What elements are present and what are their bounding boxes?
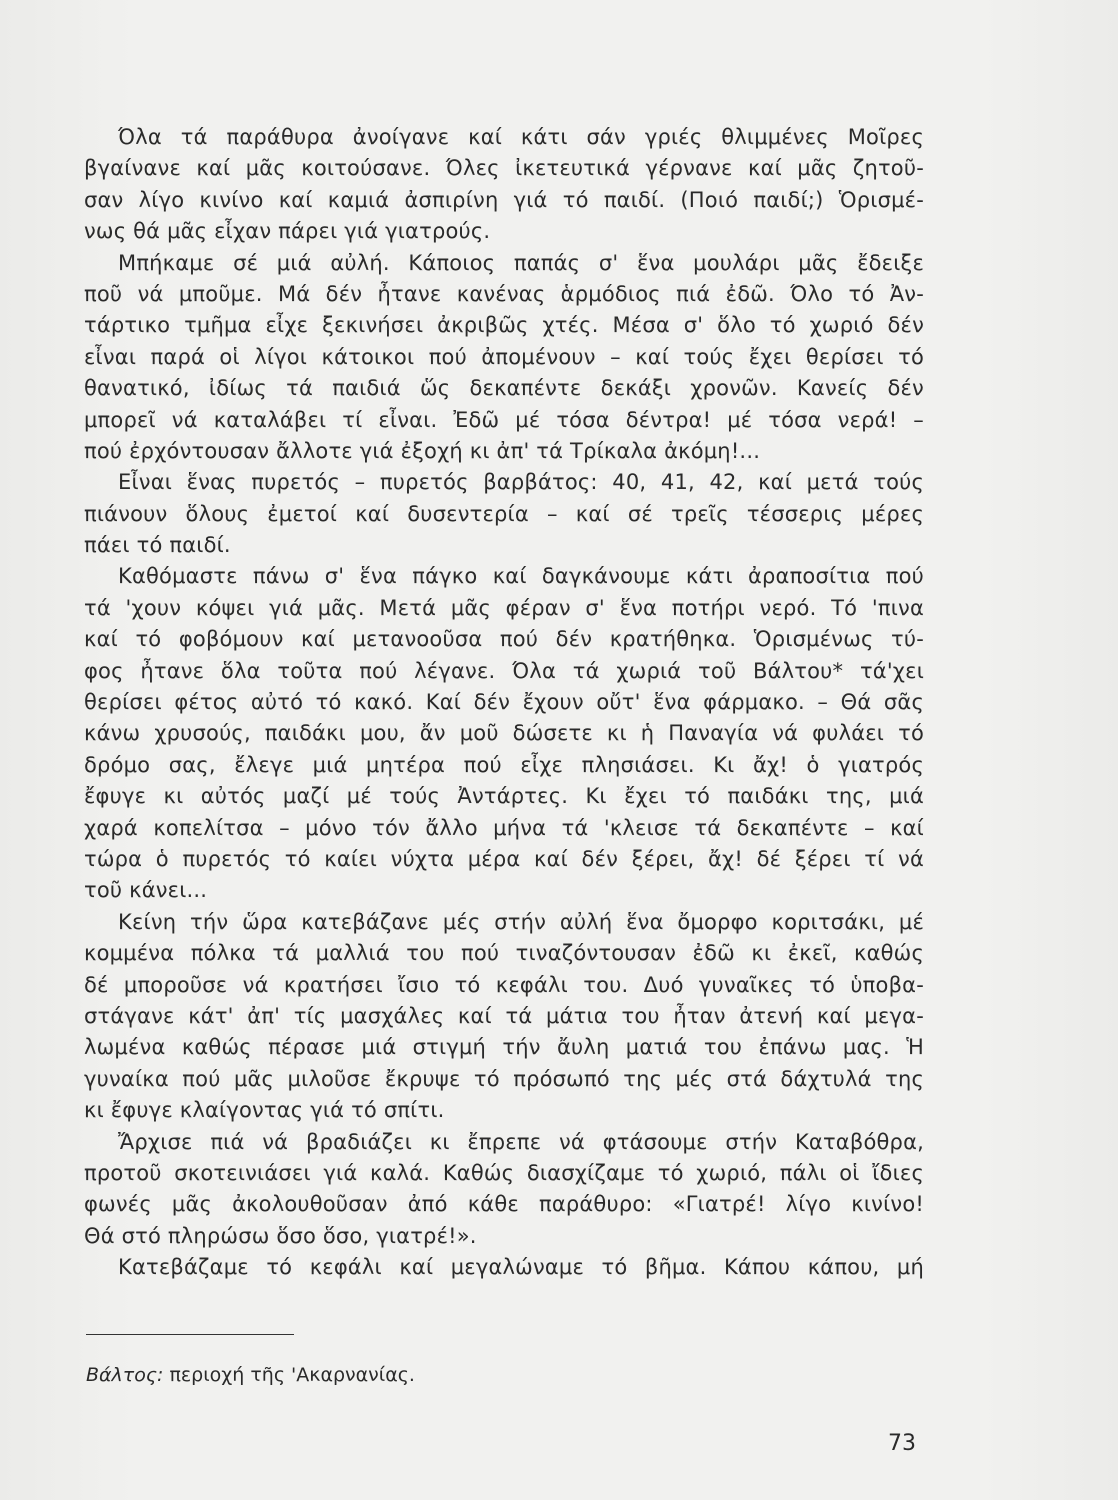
footnote-term: Βάλτος: [86,1364,164,1386]
text-line: Εἶναι ἕνας πυρετός – πυρετός βαρβάτος: 40, 41, 42, καί μετά τούς [118,470,924,495]
footnote-definition: περιοχή τῆς 'Ακαρνανίας. [169,1364,415,1386]
text-line: τάρτικο τμῆμα εἶχε ξεκινήσει ἀκριβῶς χτές. Μέσα σ' ὅλο τό χωριό δέν [84,313,924,338]
text-line: προτοῦ σκοτεινιάσει γιά καλά. Καθώς διασχίζαμε τό χωριό, πάλι οἱ ἴδιες [84,1160,924,1185]
text-line: πιάνουν ὅλους ἐμετοί καί δυσεντερία – καί σέ τρεῖς τέσσερις μέρες [84,501,924,526]
page-number: 73 [888,1431,916,1456]
text-line: ἔφυγε κι αὐτός μαζί μέ τούς Ἀντάρτες. Κι ἔχει τό παιδάκι της, μιά [84,784,924,809]
footnote-divider [86,1334,294,1335]
text-line: εἶναι παρά οἱ λίγοι κάτοικοι πού ἀπομένουν – καί τούς ἔχει θερίσει τό [84,344,924,369]
text-line: φος ἦτανε ὅλα τοῦτα πού λέγανε. Όλα τά χωριά τοῦ Βάλτου* τά'χει [84,658,924,683]
text-line: λωμένα καθώς πέρασε μιά στιγμή τήν ἄυλη ματιά του ἐπάνω μας. Ἡ [84,1035,924,1060]
text-line: θανατικό, ἰδίως τά παιδιά ὥς δεκαπέντε δεκάξι χρονῶν. Κανείς δέν [84,376,924,401]
footnote [86,1362,415,1388]
text-line: σαν λίγο κινίνο καί καμιά ἀσπιρίνη γιά τό παιδί. (Ποιό παιδί;) Ὁρισμέ- [84,187,924,212]
text-line: τώρα ὁ πυρετός τό καίει νύχτα μέρα καί δέν ξέρει, ἄχ! δέ ξέρει τί νά [84,846,924,871]
text-line: ποῦ νά μποῦμε. Μά δέν ἦτανε κανένας ἁρμόδιος πιά ἐδῶ. Όλο τό Ἀν- [84,281,924,306]
text-line: βγαίνανε καί μᾶς κοιτούσανε. Όλες ἰκετευτικά γέρνανε καί μᾶς ζητοῦ- [84,156,924,181]
text-line: δέ μποροῦσε νά κρατήσει ἴσιο τό κεφάλι του. Δυό γυναῖκες τό ὑποβα- [84,972,924,997]
text-line: τά 'χουν κόψει γιά μᾶς. Μετά μᾶς φέραν σ' ἕνα ποτήρι νερό. Τό 'πινα [84,595,924,620]
text-line: Κείνη τήν ὥρα κατεβάζανε μές στήν αὐλή ἕνα ὄμορφο κοριτσάκι, μέ [118,909,924,934]
text-line: κομμένα πόλκα τά μαλλιά του πού τιναζόντουσαν ἐδῶ κι ἐκεῖ, καθώς [84,941,924,966]
text-line: στάγανε κάτ' ἀπ' τίς μασχάλες καί τά μάτια του ἦταν ἀτενή καί μεγα- [84,1003,924,1028]
text-line: κάνω χρυσούς, παιδάκι μου, ἄν μοῦ δώσετε κι ἡ Παναγία νά φυλάει τό [84,721,924,746]
text-line: Κατεβάζαμε τό κεφάλι καί μεγαλώναμε τό βῆμα. Κάπου κάπου, μή [118,1255,924,1280]
text-line: μπορεῖ νά καταλάβει τί εἶναι. Ἐδῶ μέ τόσα δέντρα! μέ τόσα νερά! – [84,407,924,432]
text-line: φωνές μᾶς ἀκολουθοῦσαν ἀπό κάθε παράθυρο: «Γιατρέ! λίγο κινίνο! [84,1192,924,1217]
text-line: νως θά μᾶς εἶχαν πάρει γιά γιατρούς. [84,219,491,244]
text-line: Όλα τά παράθυρα ἀνοίγανε καί κάτι σάν γριές θλιμμένες Μοῖρες [118,125,924,149]
text-line: πού ἐρχόντουσαν ἄλλοτε γιά ἐξοχή κι ἀπ' τά Τρίκαλα ἀκόμη!... [84,438,761,463]
text-line: κι ἔφυγε κλαίγοντας γιά τό σπίτι. [84,1098,445,1123]
text-line: Ἄρχισε πιά νά βραδιάζει κι ἔπρεπε νά φτάσουμε στήν Καταβόθρα, [118,1129,924,1154]
text-line: δρόμο σας, ἔλεγε μιά μητέρα πού εἶχε πλησιάσει. Κι ἄχ! ὁ γιατρός [84,752,924,777]
text-line: χαρά κοπελίτσα – μόνο τόν ἄλλο μήνα τά 'κλεισε τά δεκαπέντε – καί [84,815,924,840]
text-line: Μπήκαμε σέ μιά αὐλή. Κάποιος παπάς σ' ἕνα μουλάρι μᾶς ἔδειξε [118,250,924,275]
text-line: τοῦ κάνει... [84,878,208,903]
text-line: Καθόμαστε πάνω σ' ἕνα πάγκο καί δαγκάνουμε κάτι ἀραποσίτια πού [118,564,924,589]
text-line: Θά στό πληρώσω ὅσο ὅσο, γιατρέ!». [84,1223,477,1248]
text-line: θερίσει φέτος αὐτό τό κακό. Καί δέν ἔχουν οὔτ' ἕνα φάρμακο. – Θά σᾶς [84,690,924,715]
text-line: καί τό φοβόμουν καί μετανοοῦσα πού δέν κρατήθηκα. Ὁρισμένως τύ- [84,627,924,652]
text-line: πάει τό παιδί. [84,533,231,558]
text-line: γυναίκα πού μᾶς μιλοῦσε ἔκρυψε τό πρόσωπό της μές στά δάχτυλά της [84,1066,924,1091]
body-text [84,122,924,1283]
